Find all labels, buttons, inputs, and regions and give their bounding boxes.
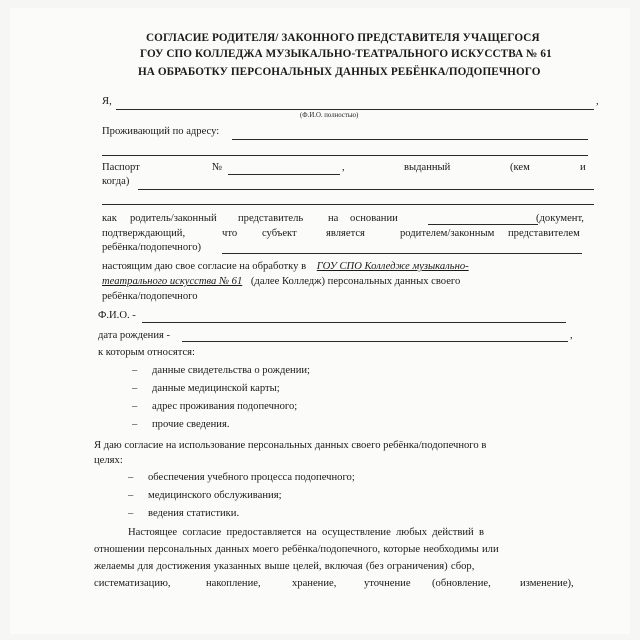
passport-row [102, 162, 588, 176]
passport-issued-field-1[interactable] [138, 189, 594, 190]
purpose-line-2: целях: [94, 455, 123, 466]
fio2-label: Ф.И.О. - [98, 310, 136, 321]
basis-line-2 [102, 228, 588, 242]
final-word: изменение), [520, 578, 574, 589]
dob-field[interactable] [182, 341, 568, 342]
address-label: Проживающий по адресу: [102, 126, 220, 137]
fio-comma: , [596, 96, 599, 107]
list1-item: прочие сведения. [152, 419, 230, 430]
basis-word: (документ, [536, 213, 584, 224]
consent-text: настоящим даю свое согласие на обработку в [102, 261, 307, 272]
document-page [10, 8, 630, 634]
consent-line-1 [102, 261, 469, 272]
purpose-line-1: Я даю согласие на использование персональных данных своего ребёнка/подопечного в [94, 440, 487, 451]
college-name: ГОУ СПО Колледже музыкально- [316, 261, 469, 272]
list1-item: данные медицинской карты; [152, 383, 280, 394]
passport-and: и [580, 162, 586, 173]
list2-item: ведения статистики. [148, 508, 240, 519]
basis-word: субъект [262, 228, 297, 239]
passport-issued: выданный [404, 162, 451, 173]
basis-word: как [102, 213, 117, 224]
basis-word: является [326, 228, 365, 239]
header-line-2: ГОУ СПО КОЛЛЕДЖА МУЗЫКАЛЬНО-ТЕАТРАЛЬНОГО ИСКУССТВА № 61 [140, 48, 552, 60]
list1-dash: – [132, 401, 138, 412]
list2-dash: – [128, 508, 134, 519]
list1-dash: – [132, 419, 138, 430]
passport-label: Паспорт [102, 162, 140, 173]
final-line-2: отношении персональных данных моего ребёнка/подопечного, которые необходимы или [94, 544, 499, 555]
address-field-1[interactable] [232, 139, 588, 140]
passport-when: когда) [102, 176, 130, 187]
dob-comma: , [570, 330, 573, 341]
college-name: театрального искусства № 61 [102, 276, 243, 287]
passport-issued-field-2[interactable] [102, 204, 594, 205]
final-word: уточнение [364, 578, 411, 589]
fio2-field[interactable] [142, 322, 566, 323]
list2-dash: – [128, 472, 134, 483]
basis-word: родителем/законным [400, 228, 495, 239]
basis-line-3: ребёнка/подопечного) [102, 242, 202, 253]
basis-word: что [222, 228, 238, 239]
final-line-3: желаемы для достижения указанных выше целей, включая (без ограничения) сбор, [94, 561, 475, 572]
consent-text: (далее Колледж) персональных данных своего [250, 276, 461, 287]
basis-document-field[interactable] [428, 224, 538, 225]
passport-by-whom: (кем [510, 162, 530, 173]
final-word: хранение, [292, 578, 337, 589]
basis-document-field-2[interactable] [222, 253, 582, 254]
final-word: накопление, [206, 578, 261, 589]
list1-dash: – [132, 383, 138, 394]
header-line-3: НА ОБРАБОТКУ ПЕРСОНАЛЬНЫХ ДАННЫХ РЕБЁНКА/ПОДОПЕЧНОГО [138, 66, 541, 78]
list2-dash: – [128, 490, 134, 501]
fio-field[interactable] [116, 109, 594, 110]
consent-line-2 [102, 276, 460, 287]
fio-hint: (Ф.И.О. полностью) [300, 112, 359, 119]
header-line-1: СОГЛАСИЕ РОДИТЕЛЯ/ ЗАКОННОГО ПРЕДСТАВИТЕЛЯ УЧАЩЕГОСЯ [146, 32, 540, 44]
ya-label: Я, [102, 96, 112, 107]
basis-word: представителем [508, 228, 580, 239]
relates-text: к которым относятся: [98, 347, 195, 358]
list1-item: адрес проживания подопечного; [152, 401, 298, 412]
final-line-4 [94, 578, 590, 592]
address-field-2[interactable] [102, 155, 588, 156]
list2-item: обеспечения учебного процесса подопечного; [148, 472, 355, 483]
final-line-1: Настоящее согласие предоставляется на осуществление любых действий в [128, 527, 484, 538]
consent-line-3: ребёнка/подопечного [102, 291, 198, 302]
list1-dash: – [132, 365, 138, 376]
passport-comma: , [342, 162, 345, 173]
final-word: систематизацию, [94, 578, 171, 589]
list2-item: медицинского обслуживания; [148, 490, 282, 501]
passport-number-sign: № [212, 162, 223, 173]
final-word: (обновление, [432, 578, 491, 589]
basis-word: родитель/законный [130, 213, 217, 224]
basis-word: на [328, 213, 339, 224]
dob-label: дата рождения - [98, 330, 171, 341]
list1-item: данные свидетельства о рождении; [152, 365, 310, 376]
basis-word: подтверждающий, [102, 228, 186, 239]
basis-word: представитель [238, 213, 304, 224]
basis-word: основании [350, 213, 398, 224]
passport-number-field[interactable] [228, 174, 340, 175]
